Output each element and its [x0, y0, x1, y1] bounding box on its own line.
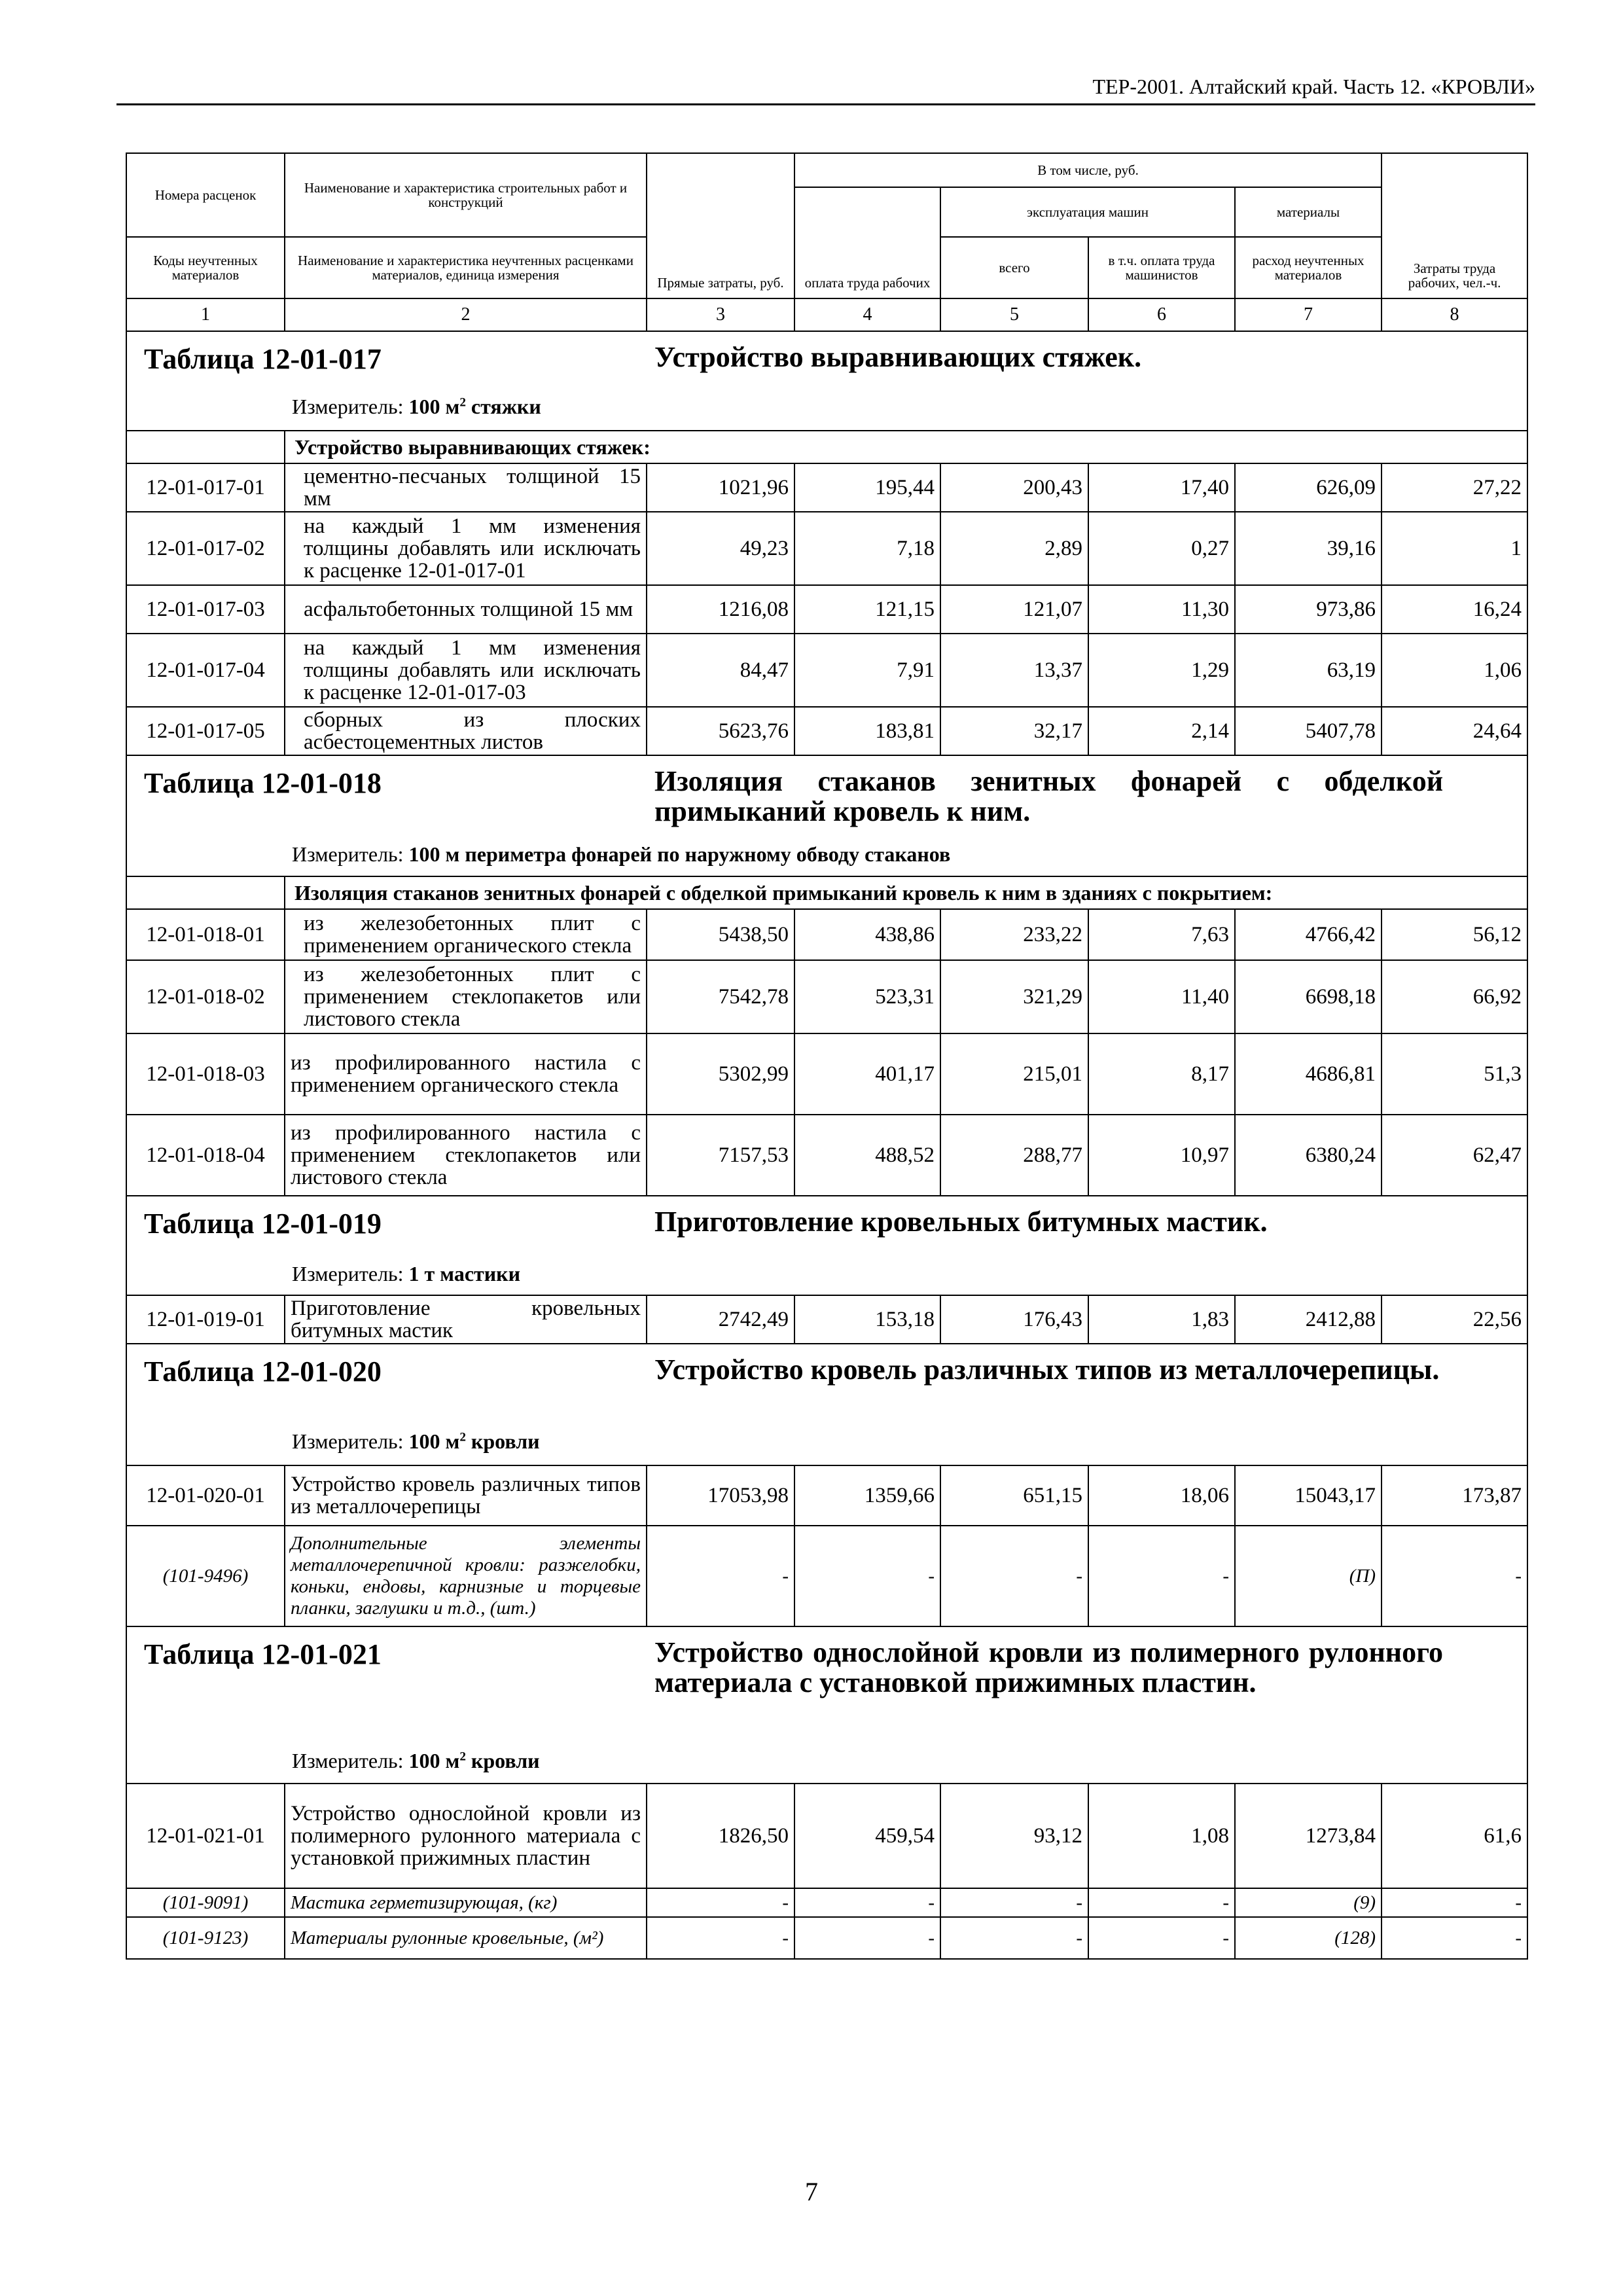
rate-name-cell: [285, 909, 647, 960]
section-title-row: [126, 1196, 1527, 1295]
table-row: [126, 463, 1527, 512]
measure-value-wrap: [409, 1262, 521, 1285]
table-row: [126, 1295, 1527, 1344]
rate-name: Устройство кровель различных типов из металлочерепицы: [291, 1473, 641, 1518]
measure-value: 100 м периметра фонарей по наружному обводу стаканов: [408, 842, 951, 866]
value-cell: 401,17: [794, 1033, 940, 1115]
value-cell: -: [940, 1917, 1088, 1959]
value-cell: 7,18: [794, 512, 940, 585]
page-number: 7: [805, 2177, 818, 2206]
rate-name-cell: [285, 1526, 647, 1626]
value-cell: 1,29: [1088, 634, 1235, 707]
section-title-block: [127, 1344, 1527, 1465]
value-cell: 0,27: [1088, 512, 1235, 585]
value-cell: 523,31: [794, 960, 940, 1033]
rate-name-cell: [285, 1888, 647, 1917]
measure-value: 100 м: [408, 1749, 460, 1772]
rate-name: на каждый 1 мм изменения толщины добавлять или исключать к расценке 12-01-017-01: [304, 514, 641, 583]
value-cell: (128): [1235, 1917, 1382, 1959]
hdr-col4: оплата труда рабочих: [794, 187, 940, 298]
value-cell: -: [794, 1888, 940, 1917]
value-cell: 16,24: [1382, 585, 1527, 634]
section-title-cell: [126, 1196, 1527, 1295]
value-cell: 1021,96: [647, 463, 794, 512]
rate-code: 12-01-020-01: [126, 1465, 285, 1526]
value-cell: -: [1088, 1526, 1235, 1626]
col-number: 8: [1382, 298, 1527, 331]
subheading: Изоляция стаканов зенитных фонарей с обделкой примыканий кровель к ним в зданиях с покрытием:: [285, 876, 1527, 909]
value-cell: 1,83: [1088, 1295, 1235, 1344]
table-title: Приготовление кровельных битумных мастик.: [654, 1206, 1268, 1238]
subheading-row: [126, 431, 1527, 463]
rate-name-cell: [285, 585, 647, 634]
table-row: [126, 1033, 1527, 1115]
value-cell: 32,17: [940, 707, 1088, 755]
rate-name: из профилированного настила с применением органического стекла: [291, 1051, 641, 1097]
value-cell: 13,37: [940, 634, 1088, 707]
rate-code: 12-01-018-02: [126, 960, 285, 1033]
measure-value: 1 т мастики: [408, 1262, 521, 1285]
measure-line: [292, 1749, 540, 1773]
hdr-col1-bottom: Коды неучтенных материалов: [126, 237, 285, 298]
rate-name-cell: [285, 1784, 647, 1888]
rate-name: из профилированного настила с применением стеклопакетов или листового стекла: [291, 1121, 641, 1189]
value-cell: 973,86: [1235, 585, 1382, 634]
value-cell: 321,29: [940, 960, 1088, 1033]
measure-value-wrap: [409, 1429, 540, 1453]
value-cell: 7,91: [794, 634, 940, 707]
running-title: ТЕР-2001. Алтайский край. Часть 12. «КРОВЛИ»: [1092, 75, 1535, 98]
value-cell: 17,40: [1088, 463, 1235, 512]
rate-code: 12-01-017-02: [126, 512, 285, 585]
measure-unit: кровли: [465, 1429, 540, 1453]
section-title-block: [127, 332, 1527, 430]
value-cell: 200,43: [940, 463, 1088, 512]
hdr-incl: В том числе, руб.: [794, 153, 1382, 187]
value-cell: 488,52: [794, 1115, 940, 1196]
section-title-row: [126, 1626, 1527, 1784]
value-cell: 7157,53: [647, 1115, 794, 1196]
value-cell: 62,47: [1382, 1115, 1527, 1196]
hdr-col8: Затраты труда рабочих, чел.-ч.: [1382, 153, 1527, 298]
table-row: [126, 634, 1527, 707]
measure-label: Измеритель:: [292, 1749, 404, 1772]
value-cell: 56,12: [1382, 909, 1527, 960]
value-cell: 1826,50: [647, 1784, 794, 1888]
rate-name: Дополнительные элементы металлочерепичной кровли: разжелобки, коньки, ендовы, карнизные и торцевые планки, заглушки и т.д., (шт.): [291, 1533, 641, 1619]
value-cell: -: [647, 1917, 794, 1959]
table-row: [126, 1888, 1527, 1917]
measure-value: 100 м: [408, 395, 460, 418]
section-title-block: [127, 1627, 1527, 1783]
value-cell: 2412,88: [1235, 1295, 1382, 1344]
section-title-cell: [126, 331, 1527, 431]
section-title-cell: [126, 1626, 1527, 1784]
rate-name: из железобетонных плит с применением стеклопакетов или листового стекла: [304, 963, 641, 1031]
table-title: Устройство выравнивающих стяжек.: [654, 341, 1142, 373]
value-cell: -: [1382, 1526, 1527, 1626]
measure-sup: 2: [459, 395, 466, 410]
rate-code: 12-01-018-01: [126, 909, 285, 960]
rate-name: Материалы рулонные кровельные, (м²): [291, 1927, 604, 1948]
value-cell: -: [1382, 1917, 1527, 1959]
rate-code: 12-01-018-03: [126, 1033, 285, 1115]
value-cell: 121,15: [794, 585, 940, 634]
table-row: [126, 585, 1527, 634]
table-number: Таблица 12-01-017: [144, 343, 382, 375]
measure-unit: кровли: [465, 1749, 540, 1772]
table-row: [126, 707, 1527, 755]
table-header: [126, 153, 1527, 298]
value-cell: 2,89: [940, 512, 1088, 585]
rate-code: 12-01-017-05: [126, 707, 285, 755]
value-cell: 27,22: [1382, 463, 1527, 512]
section-title-row: [126, 331, 1527, 431]
table-title: Устройство кровель различных типов из металлочерепицы.: [654, 1354, 1440, 1386]
value-cell: 4766,42: [1235, 909, 1382, 960]
measure-label: Измеритель:: [292, 1262, 404, 1285]
value-cell: 173,87: [1382, 1465, 1527, 1526]
value-cell: 66,92: [1382, 960, 1527, 1033]
rate-name-cell: [285, 960, 647, 1033]
table-number: Таблица 12-01-021: [144, 1638, 382, 1670]
value-cell: -: [1382, 1888, 1527, 1917]
table-row: [126, 1917, 1527, 1959]
hdr-col7: расход неучтенных материалов: [1235, 237, 1382, 298]
value-cell: 84,47: [647, 634, 794, 707]
value-cell: 8,17: [1088, 1033, 1235, 1115]
section-title-row: [126, 1344, 1527, 1465]
col-number: 1: [126, 298, 285, 331]
table-row: [126, 512, 1527, 585]
section-title-block: [127, 756, 1527, 876]
rate-code: 12-01-021-01: [126, 1784, 285, 1888]
rate-code: (101-9091): [126, 1888, 285, 1917]
value-cell: (9): [1235, 1888, 1382, 1917]
value-cell: 233,22: [940, 909, 1088, 960]
table-row: [126, 909, 1527, 960]
value-cell: 459,54: [794, 1784, 940, 1888]
value-cell: -: [940, 1526, 1088, 1626]
table-title: Изоляция стаканов зенитных фонарей с обделкой примыканий кровель к ним.: [654, 765, 1444, 827]
value-cell: 39,16: [1235, 512, 1382, 585]
table-row: [126, 1784, 1527, 1888]
subheading-spacer: [126, 431, 285, 463]
rates-table: [126, 152, 1528, 1960]
value-cell: 49,23: [647, 512, 794, 585]
rate-code: (101-9496): [126, 1526, 285, 1626]
measure-sup: 2: [459, 1430, 466, 1444]
value-cell: 11,40: [1088, 960, 1235, 1033]
section-title-cell: [126, 755, 1527, 876]
running-header: [116, 73, 1535, 105]
value-cell: 11,30: [1088, 585, 1235, 634]
value-cell: 61,6: [1382, 1784, 1527, 1888]
value-cell: 10,97: [1088, 1115, 1235, 1196]
rate-name-cell: [285, 512, 647, 585]
measure-label: Измеритель:: [292, 1429, 404, 1453]
section-title-block: [127, 1196, 1527, 1295]
subheading: Устройство выравнивающих стяжек:: [285, 431, 1527, 463]
measure-line: [292, 1262, 520, 1286]
hdr-col6: в т.ч. оплата труда машинистов: [1088, 237, 1235, 298]
value-cell: 17053,98: [647, 1465, 794, 1526]
hdr-col3: Прямые затраты, руб.: [647, 153, 794, 298]
rate-name: цементно-песчаных толщиной 15 мм: [304, 465, 641, 511]
value-cell: 438,86: [794, 909, 940, 960]
measure-line: [292, 1429, 540, 1454]
value-cell: 121,07: [940, 585, 1088, 634]
value-cell: 651,15: [940, 1465, 1088, 1526]
rate-code: 12-01-018-04: [126, 1115, 285, 1196]
subheading-row: [126, 876, 1527, 909]
value-cell: 5623,76: [647, 707, 794, 755]
value-cell: 93,12: [940, 1784, 1088, 1888]
rate-name-cell: [285, 1295, 647, 1344]
value-cell: 1,08: [1088, 1784, 1235, 1888]
hdr-col2-top: Наименование и характеристика строительных работ и конструкций: [285, 153, 647, 237]
value-cell: -: [1088, 1917, 1235, 1959]
table-sections: [126, 331, 1527, 1959]
value-cell: 5407,78: [1235, 707, 1382, 755]
measure-unit: стяжки: [465, 395, 541, 418]
value-cell: 4686,81: [1235, 1033, 1382, 1115]
table-row: [126, 1465, 1527, 1526]
rate-code: 12-01-017-03: [126, 585, 285, 634]
measure-value-wrap: [409, 395, 541, 418]
value-cell: 1273,84: [1235, 1784, 1382, 1888]
value-cell: 51,3: [1382, 1033, 1527, 1115]
value-cell: 24,64: [1382, 707, 1527, 755]
value-cell: 1359,66: [794, 1465, 940, 1526]
measure-value: 100 м: [408, 1429, 460, 1453]
table-number: Таблица 12-01-020: [144, 1355, 382, 1388]
value-cell: 153,18: [794, 1295, 940, 1344]
rate-name-cell: [285, 463, 647, 512]
value-cell: 1,06: [1382, 634, 1527, 707]
measure-value-wrap: [409, 842, 951, 866]
measure-value-wrap: [409, 1749, 540, 1772]
rate-code: (101-9123): [126, 1917, 285, 1959]
hdr-materials: материалы: [1235, 187, 1382, 237]
section-title-cell: [126, 1344, 1527, 1465]
value-cell: 2742,49: [647, 1295, 794, 1344]
value-cell: 1216,08: [647, 585, 794, 634]
subheading-spacer: [126, 876, 285, 909]
value-cell: -: [647, 1888, 794, 1917]
value-cell: 5302,99: [647, 1033, 794, 1115]
section-title-row: [126, 755, 1527, 876]
col-number: 2: [285, 298, 647, 331]
measure-line: [292, 842, 950, 867]
hdr-col1-top: Номера расценок: [126, 153, 285, 237]
rate-code: 12-01-017-04: [126, 634, 285, 707]
value-cell: 183,81: [794, 707, 940, 755]
rate-name-cell: [285, 1465, 647, 1526]
value-cell: 5438,50: [647, 909, 794, 960]
hdr-col2-bottom: Наименование и характеристика неучтенных расценками материалов, единица измерения: [285, 237, 647, 298]
rate-name: из железобетонных плит с применением органического стекла: [304, 912, 641, 958]
value-cell: 1: [1382, 512, 1527, 585]
value-cell: 195,44: [794, 463, 940, 512]
table-row: [126, 1526, 1527, 1626]
value-cell: 15043,17: [1235, 1465, 1382, 1526]
value-cell: -: [647, 1526, 794, 1626]
value-cell: 63,19: [1235, 634, 1382, 707]
col-number: 6: [1088, 298, 1235, 331]
value-cell: 288,77: [940, 1115, 1088, 1196]
rate-name: на каждый 1 мм изменения толщины добавлять или исключать к расценке 12-01-017-03: [304, 636, 641, 704]
value-cell: 626,09: [1235, 463, 1382, 512]
table-number: Таблица 12-01-019: [144, 1208, 382, 1240]
value-cell: 6698,18: [1235, 960, 1382, 1033]
measure-label: Измеритель:: [292, 842, 404, 866]
rate-name-cell: [285, 707, 647, 755]
value-cell: -: [794, 1917, 940, 1959]
value-cell: 7542,78: [647, 960, 794, 1033]
measure-sup: 2: [459, 1749, 466, 1764]
rate-code: 12-01-019-01: [126, 1295, 285, 1344]
col-number: 3: [647, 298, 794, 331]
hdr-col5: всего: [940, 237, 1088, 298]
rate-code: 12-01-017-01: [126, 463, 285, 512]
col-number: 4: [794, 298, 940, 331]
table-number: Таблица 12-01-018: [144, 767, 382, 799]
value-cell: (П): [1235, 1526, 1382, 1626]
value-cell: 7,63: [1088, 909, 1235, 960]
column-numbers: [126, 298, 1527, 331]
rate-name: сборных из плоских асбестоцементных листов: [304, 708, 641, 754]
table-row: [126, 960, 1527, 1033]
value-cell: 22,56: [1382, 1295, 1527, 1344]
rate-name: Приготовление кровельных битумных мастик: [291, 1297, 641, 1342]
col-number: 5: [940, 298, 1088, 331]
rate-name-cell: [285, 634, 647, 707]
rate-name: Устройство однослойной кровли из полимерного рулонного материала с установкой прижимных пластин: [291, 1802, 641, 1870]
value-cell: 18,06: [1088, 1465, 1235, 1526]
value-cell: 176,43: [940, 1295, 1088, 1344]
table-title: Устройство однослойной кровли из полимерного рулонного материала с установкой прижимных пластин.: [654, 1636, 1444, 1698]
table-row: [126, 1115, 1527, 1196]
rate-name-cell: [285, 1115, 647, 1196]
col-number: 7: [1235, 298, 1382, 331]
measure-label: Измеритель:: [292, 395, 404, 418]
value-cell: 6380,24: [1235, 1115, 1382, 1196]
rate-name-cell: [285, 1917, 647, 1959]
rate-name-cell: [285, 1033, 647, 1115]
value-cell: -: [940, 1888, 1088, 1917]
value-cell: 2,14: [1088, 707, 1235, 755]
value-cell: 215,01: [940, 1033, 1088, 1115]
rate-name: Мастика герметизирующая, (кг): [291, 1892, 558, 1913]
hdr-machines: эксплуатация машин: [940, 187, 1235, 237]
rate-name: асфальтобетонных толщиной 15 мм: [304, 598, 633, 621]
value-cell: -: [794, 1526, 940, 1626]
measure-line: [292, 395, 541, 419]
value-cell: -: [1088, 1888, 1235, 1917]
